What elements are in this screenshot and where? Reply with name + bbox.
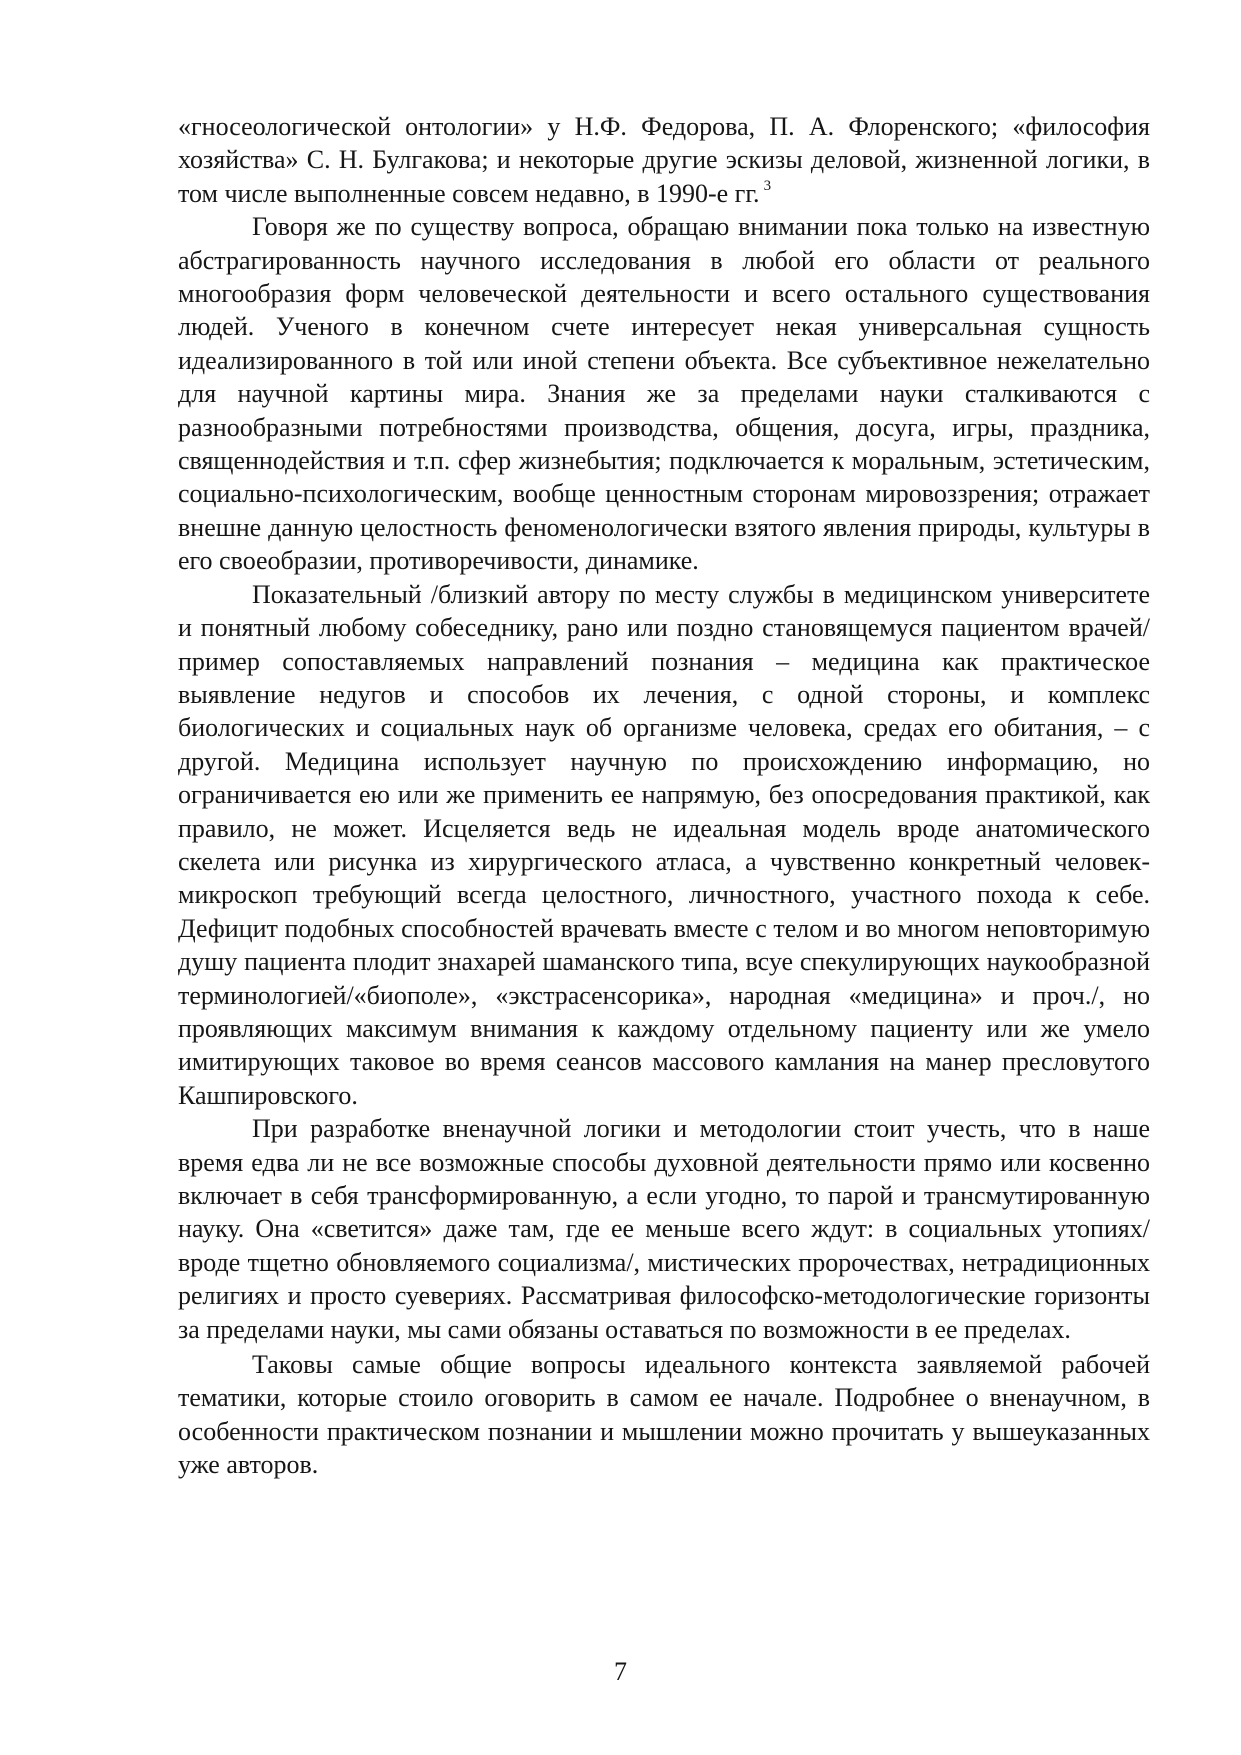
- paragraph-continuation: [178, 110, 1150, 210]
- footnote-marker: 3: [763, 177, 772, 194]
- paragraph: Показательный /близкий автору по месту службы в медицинском университете и понятный любому собеседнику, рано или поздно становящемуся пациентом врачей/ пример сопоставляемых направлений познания – медицина как практическое выявление недугов и способов их лечения, с одной стороны, и комплекс биологических и социальных наук об организме человека, средах его обитания, – с другой. Медицина использует научную по происхождению информацию, но ограничивается ею или же применить ее напрямую, без опосредования практикой, как правило, не может. Исцеляется ведь не идеальная модель вроде анатомического скелета или рисунка из хирургического атласа, а чувственно конкретный человек-микроскоп требующий всегда целостного, личностного, участного похода к себе. Дефицит подобных способностей врачевать вместе с телом и во многом неповторимую душу пациента плодит знахарей шаманского типа, всуе спекулирующих наукообразной терминологией/«биополе», «экстрасенсорика», народная «медицина» и проч./, но проявляющих максимум внимания к каждому отдельному пациенту или же умело имитирующих таковое во время сеансов массового камлания на манер пресловутого Кашпировского.: [178, 579, 1150, 1110]
- paragraph: Говоря же по существу вопроса, обращаю внимании пока только на известную абстрагированность научного исследования в любой его области от реального многообразия форм человеческой деятельности и всего остального существования людей. Ученого в конечном счете интересует некая универсальная сущность идеализированного в той или иной степени объекта. Все субъективное нежелательно для научной картины мира. Знания же за пределами науки сталкиваются с разнообразными потребностями производства, общения, досуга, игры, праздника, священнодействия и т.п. сфер жизнебытия; подключается к моральным, эстетическим, социально-психологическим, вообще ценностным сторонам мировоззрения; отражает внешне данную целостность феноменологически взятого явления природы, культуры в его своеобразии, противоречивости, динамике.: [178, 212, 1150, 576]
- paragraph: При разработке вненаучной логики и методологии стоит учесть, что в наше время едва ли не все возможные способы духовной деятельности прямо или косвенно включает в себя трансформированную, а если угодно, то парой и трансмутированную науку. Она «светится» даже там, где ее меньше всего ждут: в социальных утопиях/вроде тщетно обновляемого социализма/, мистических пророчествах, нетрадиционных религиях и просто суевериях. Рассматривая философско-методологические горизонты за пределами науки, мы сами обязаны оставаться по возможности в ее пределах.: [178, 1114, 1150, 1344]
- document-body: [178, 110, 1150, 1482]
- paragraph-text: «гносеологической онтологии» у Н.Ф. Федорова, П. А. Флоренского; «философия хозяйства» С. Н. Булгакова; и некоторые другие эскизы деловой, жизненной логики, в том числе выполненные совсем недавно, в 1990-е гг.: [178, 112, 1150, 208]
- paragraph: Таковы самые общие вопросы идеального контекста заявляемой рабочей тематики, которые стоило оговорить в самом ее начале. Подробнее о вненаучном, в особенности практическом познании и мышлении можно прочитать у вышеуказанных уже авторов.: [178, 1350, 1150, 1480]
- page-number: 7: [614, 1657, 627, 1686]
